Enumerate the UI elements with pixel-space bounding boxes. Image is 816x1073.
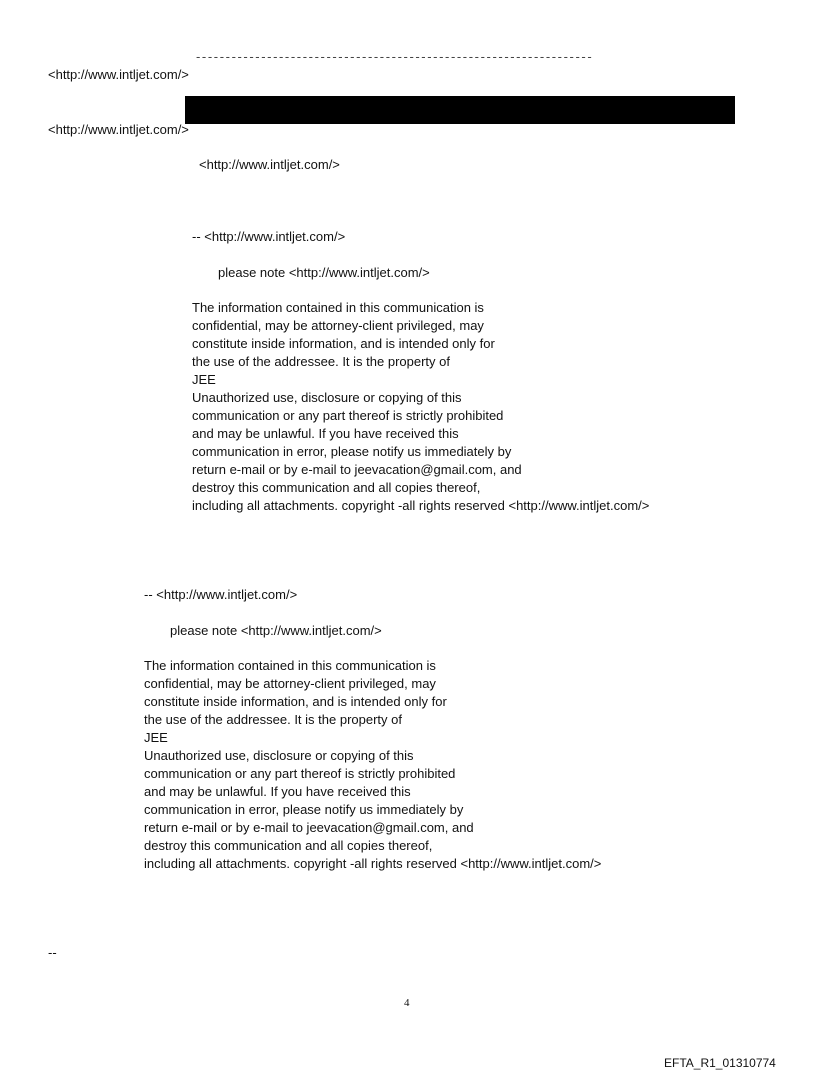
disclaimer-line: JEE <box>192 372 216 387</box>
disclaimer-line: confidential, may be attorney-client privileged, may <box>192 318 484 333</box>
disclaimer-line: return e-mail or by e-mail to jeevacation@gmail.com, and <box>192 462 522 477</box>
disclaimer-line: and may be unlawful. If you have received this <box>144 784 411 799</box>
disclaimer-line: the use of the addressee. It is the property of <box>144 712 402 727</box>
inner-reply-dash-link[interactable]: -- <http://www.intljet.com/> <box>192 229 346 244</box>
link-intljet-2[interactable]: <http://www.intljet.com/> <box>48 122 189 137</box>
disclaimer-line: The information contained in this communication is <box>192 300 484 315</box>
disclaimer-line: communication in error, please notify us immediately by <box>192 444 512 459</box>
disclaimer-line: confidential, may be attorney-client privileged, may <box>144 676 436 691</box>
inner-disclaimer <box>192 299 649 515</box>
separator-dashes: ------------------------------------------------------------------- <box>196 49 594 64</box>
disclaimer-line: communication in error, please notify us immediately by <box>144 802 464 817</box>
outer-disclaimer <box>144 657 601 873</box>
document-id: EFTA_R1_01310774 <box>664 1056 776 1070</box>
link-intljet-1[interactable]: <http://www.intljet.com/> <box>48 67 189 82</box>
disclaimer-line: Unauthorized use, disclosure or copying of this <box>144 748 414 763</box>
page-number: 4 <box>404 997 410 1009</box>
inner-reply-note[interactable]: please note <http://www.intljet.com/> <box>218 265 430 280</box>
disclaimer-line: and may be unlawful. If you have received this <box>192 426 459 441</box>
disclaimer-line: JEE <box>144 730 168 745</box>
disclaimer-line: destroy this communication and all copies thereof, <box>192 480 481 495</box>
link-intljet-3[interactable]: <http://www.intljet.com/> <box>199 157 340 172</box>
disclaimer-line: the use of the addressee. It is the property of <box>192 354 450 369</box>
disclaimer-line: including all attachments. copyright -all rights reserved <http://www.intljet.com/> <box>144 856 602 871</box>
disclaimer-line: communication or any part thereof is strictly prohibited <box>192 408 504 423</box>
outer-reply-note[interactable]: please note <http://www.intljet.com/> <box>170 623 382 638</box>
disclaimer-line: constitute inside information, and is intended only for <box>192 336 495 351</box>
disclaimer-line: destroy this communication and all copies thereof, <box>144 838 433 853</box>
disclaimer-line: Unauthorized use, disclosure or copying of this <box>192 390 462 405</box>
redaction-bar <box>185 96 735 124</box>
disclaimer-line: communication or any part thereof is strictly prohibited <box>144 766 456 781</box>
outer-reply-dash-link[interactable]: -- <http://www.intljet.com/> <box>144 587 298 602</box>
signature-dash: -- <box>48 945 57 960</box>
disclaimer-line: return e-mail or by e-mail to jeevacation@gmail.com, and <box>144 820 474 835</box>
disclaimer-line: including all attachments. copyright -all rights reserved <http://www.intljet.com/> <box>192 498 650 513</box>
disclaimer-line: constitute inside information, and is intended only for <box>144 694 447 709</box>
disclaimer-line: The information contained in this communication is <box>144 658 436 673</box>
